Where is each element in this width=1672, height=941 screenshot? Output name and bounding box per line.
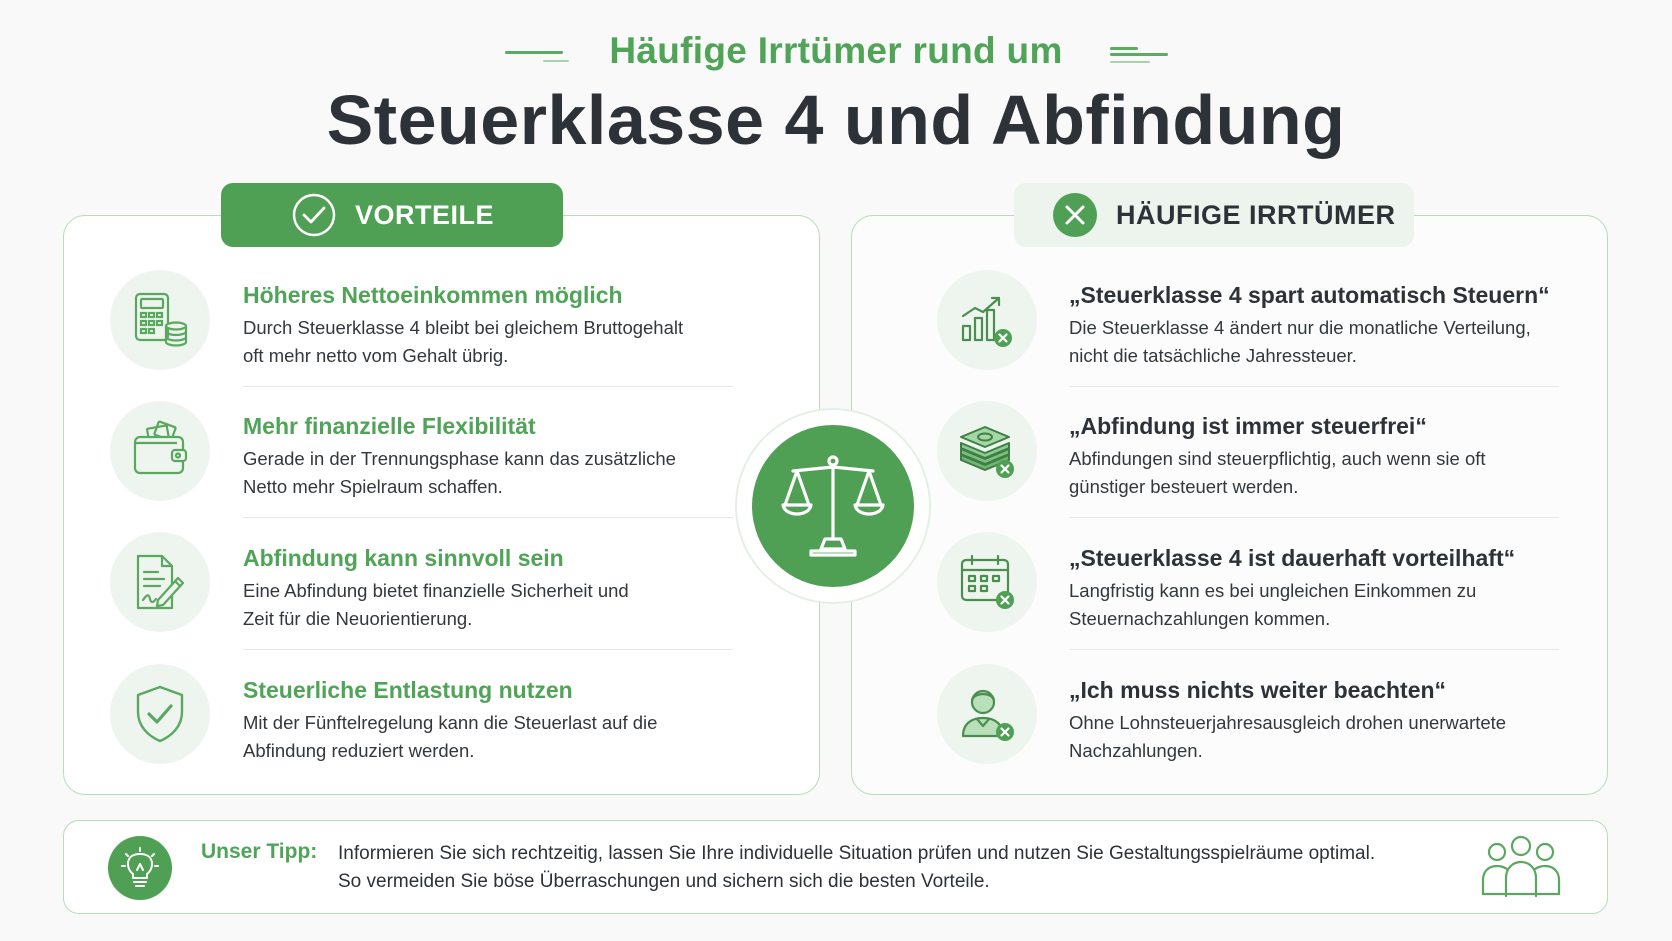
advantage-icon-circle xyxy=(110,401,210,501)
advantage-description xyxy=(243,445,713,501)
misconceptions-tab xyxy=(1014,183,1414,247)
misconception-description xyxy=(1069,709,1539,765)
center-badge xyxy=(752,425,914,587)
advantages-tab-label: VORTEILE xyxy=(355,199,495,230)
description-line: oft mehr netto vom Gehalt übrig. xyxy=(243,345,509,366)
description-line: Zeit für die Neuorientierung. xyxy=(243,608,473,629)
tip-icon-badge xyxy=(108,836,172,900)
scales-of-justice-icon xyxy=(779,447,887,563)
misconception-icon-circle xyxy=(937,664,1037,764)
misconception-icon-circle xyxy=(937,270,1037,370)
description-line: Mit der Fünftelregelung kann die Steuerlast auf die xyxy=(243,712,658,733)
divider xyxy=(1069,386,1559,387)
divider xyxy=(1069,649,1559,650)
description-line: Netto mehr Spielraum schaffen. xyxy=(243,476,503,497)
description-line: Nachzahlungen. xyxy=(1069,740,1203,761)
description-line: Langfristig kann es bei ungleichen Einkommen zu xyxy=(1069,580,1477,601)
misconception-title: „Steuerklasse 4 spart automatisch Steuern“ xyxy=(1069,282,1550,308)
description-line: Durch Steuerklasse 4 bleibt bei gleichem Bruttogehalt xyxy=(243,317,684,338)
misconception-title: „Ich muss nichts weiter beachten“ xyxy=(1069,677,1447,703)
x-circle-icon xyxy=(1052,192,1098,238)
description-line: nicht die tatsächliche Jahressteuer. xyxy=(1069,345,1357,366)
tip-line: So vermeiden Sie böse Überraschungen und sichern sich die besten Vorteile. xyxy=(338,871,990,892)
advantage-title: Abfindung kann sinnvoll sein xyxy=(243,545,564,571)
money-stack-x-icon xyxy=(955,419,1019,483)
description-line: Gerade in der Trennungsphase kann das zusätzliche xyxy=(243,448,676,469)
advantage-description xyxy=(243,709,713,765)
description-line: Ohne Lohnsteuerjahresausgleich drohen unerwartete xyxy=(1069,712,1507,733)
misconceptions-tab-label: HÄUFIGE IRRTÜMER xyxy=(1116,199,1396,230)
shield-check-icon xyxy=(128,682,192,746)
misconception-icon-circle xyxy=(937,532,1037,632)
check-circle-icon xyxy=(291,192,337,238)
divider xyxy=(243,386,733,387)
misconception-description xyxy=(1069,577,1539,633)
advantage-description xyxy=(243,314,713,370)
advantage-icon-circle xyxy=(110,664,210,764)
description-line: günstiger besteuert werden. xyxy=(1069,476,1299,497)
tip-text xyxy=(338,840,1438,896)
advantage-title: Steuerliche Entlastung nutzen xyxy=(243,677,573,703)
description-line: Abfindung reduziert werden. xyxy=(243,740,475,761)
advantages-tab xyxy=(221,183,563,247)
lightbulb-icon xyxy=(120,846,160,890)
tip-label: Unser Tipp: xyxy=(201,840,318,863)
description-line: Abfindungen sind steuerpflichtig, auch wenn sie oft xyxy=(1069,448,1486,469)
tip-line: Informieren Sie sich rechtzeitig, lassen Sie Ihre individuelle Situation prüfen und nutzen Sie Gestaltungsspielräume optimal. xyxy=(338,843,1376,864)
advantage-title: Mehr finanzielle Flexibilität xyxy=(243,413,536,439)
people-group-icon xyxy=(1480,834,1562,900)
wallet-icon xyxy=(128,419,192,483)
advantage-icon-circle xyxy=(110,270,210,370)
person-x-icon xyxy=(955,682,1019,746)
calendar-x-icon xyxy=(955,550,1019,614)
calculator-coins-icon xyxy=(128,288,192,352)
page-title: Steuerklasse 4 und Abfindung xyxy=(326,81,1346,159)
document-signature-icon xyxy=(128,550,192,614)
advantage-description xyxy=(243,577,713,633)
description-line: Steuernachzahlungen kommen. xyxy=(1069,608,1331,629)
divider xyxy=(243,517,733,518)
bar-chart-x-icon xyxy=(955,288,1019,352)
misconception-title: „Steuerklasse 4 ist dauerhaft vorteilhaft“ xyxy=(1069,545,1516,571)
page-subtitle: Häufige Irrtümer rund um xyxy=(609,30,1063,71)
divider xyxy=(243,649,733,650)
misconception-icon-circle xyxy=(937,401,1037,501)
description-line: Die Steuerklasse 4 ändert nur die monatliche Verteilung, xyxy=(1069,317,1531,338)
divider xyxy=(1069,517,1559,518)
description-line: Eine Abfindung bietet finanzielle Sicherheit und xyxy=(243,580,629,601)
misconception-description xyxy=(1069,445,1539,501)
misconception-title: „Abfindung ist immer steuerfrei“ xyxy=(1069,413,1427,439)
misconception-description xyxy=(1069,314,1539,370)
advantage-icon-circle xyxy=(110,532,210,632)
advantage-title: Höheres Nettoeinkommen möglich xyxy=(243,282,623,308)
